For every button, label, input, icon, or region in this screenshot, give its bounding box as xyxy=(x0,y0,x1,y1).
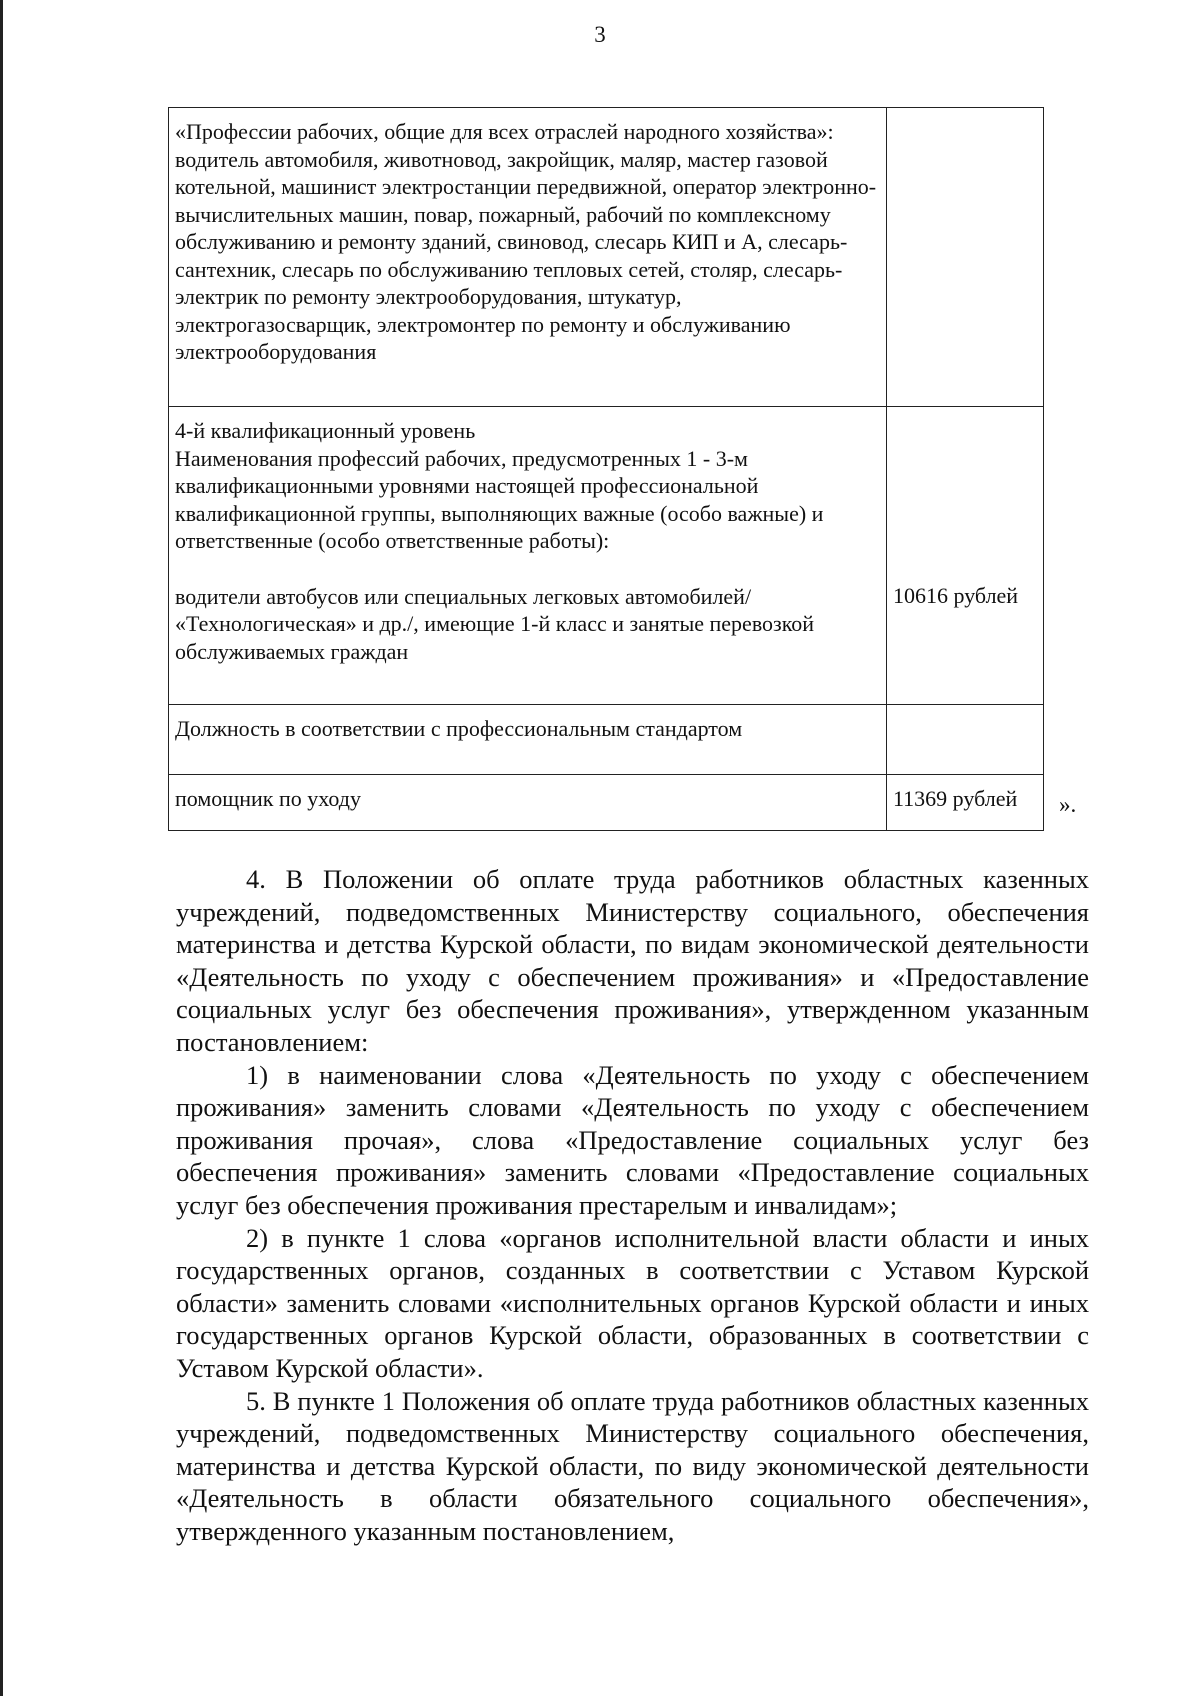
page-edge-line xyxy=(0,0,3,1696)
table-cell-description xyxy=(169,407,887,705)
paragraph-4: 4. В Положении об оплате труда работников областных казенных учреждений, подведомственных Министерству социального, обеспечения материнства и детства Курской области, по видам экономической деятельности «Деятельность по уходу с обеспечением проживания» и «Предоставление социальных услуг без обеспечения проживания», утвержденном указанным постановлением: xyxy=(176,864,1089,1057)
table-row xyxy=(169,775,1044,831)
page-number: 3 xyxy=(594,22,606,47)
closing-quote: ». xyxy=(1059,792,1077,817)
amount-value: 10616 рублей xyxy=(893,583,1019,608)
table-cell-description: Должность в соответствии с профессиональным стандартом xyxy=(169,705,887,775)
qualification-level-text: 4-й квалификационный уровень Наименования профессий рабочих, предусмотренных 1 - 3-м квалификационными уровнями настоящей профессиональной квалификационной группы, выполняющих важные (особо важные) и ответственные (особо ответственные работы): xyxy=(175,418,824,553)
paragraph-gap xyxy=(175,555,880,583)
paragraph-4-2: 2) в пункте 1 слова «органов исполнительной власти области и иных государственных органов, созданных в соответствии с Уставом Курской области» заменить словами «исполнительных органов Курской области и иных государственных органов Курской области, образованных в соответствии с Уставом Курской области». xyxy=(176,1222,1089,1383)
body-text xyxy=(176,863,1089,1547)
table-row xyxy=(169,108,1044,407)
table-cell-description xyxy=(169,108,887,407)
drivers-text: водители автобусов или специальных легковых автомобилей/ «Технологическая» и др./, имеющие 1-й класс и занятые перевозкой обслуживаемых граждан xyxy=(175,583,815,664)
table-row xyxy=(169,705,1044,775)
table-cell-amount xyxy=(887,407,1044,705)
table-cell-description: помощник по уходу xyxy=(169,775,887,831)
paragraph-5: 5. В пункте 1 Положения об оплате труда работников областных казенных учреждений, подведомственных Министерству социального обеспечения, материнства и детства Курской области, по виду экономической деятельности «Деятельность в области обязательного социального обеспечения», утвержденного указанным постановлением, xyxy=(176,1385,1089,1546)
table-cell-amount: 11369 рублей xyxy=(887,775,1044,831)
profession-list-text: «Профессии рабочих, общие для всех отраслей народного хозяйства»: водитель автомобиля, животновод, закройщик, маляр, мастер газовой котельной, машинист электростанции передвижной, оператор электронно-вычислительных машин, повар, пожарный, рабочий по комплексному обслуживанию и ремонту зданий, свиновод, слесарь КИП и А, слесарь-сантехник, слесарь по обслуживанию тепловых сетей, столяр, слесарь-электрик по ремонту электрооборудования, штукатур, электрогазосварщик, электромонтер по ремонту и обслуживанию электрооборудования xyxy=(175,119,877,364)
salary-table xyxy=(168,107,1044,831)
table-row xyxy=(169,407,1044,705)
paragraph-4-1: 1) в наименовании слова «Деятельность по уходу с обеспечением проживания» заменить словами «Деятельность по уходу с обеспечением проживания прочая», слова «Предоставление социальных услуг без обеспечения проживания» заменить словами «Предоставление социальных услуг без обеспечения проживания престарелым и инвалидам»; xyxy=(176,1059,1089,1220)
amount-offset xyxy=(893,417,1037,582)
table-cell-amount xyxy=(887,108,1044,407)
table-cell-amount xyxy=(887,705,1044,775)
